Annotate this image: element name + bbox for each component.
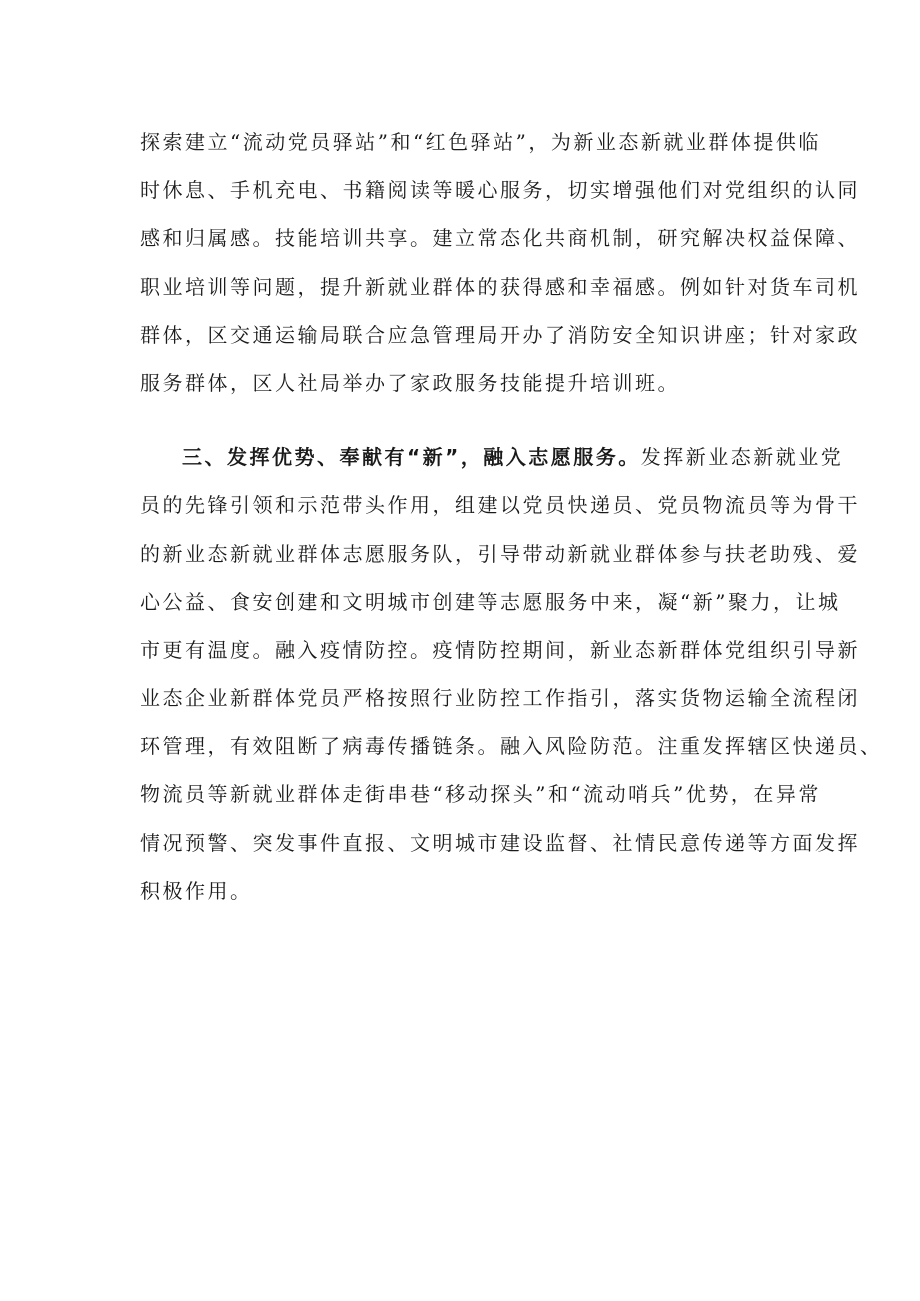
paragraph-line: 情况预警、突发事件直报、文明城市建设监督、社情民意传递等方面发挥	[140, 830, 860, 855]
paragraph-line: 环管理，有效阻断了病毒传播链条。融入风险防范。注重发挥辖区快递员、	[140, 734, 883, 759]
paragraph-line: 市更有温度。融入疫情防控。疫情防控期间，新业态新群体党组织引导新	[140, 637, 860, 662]
paragraph-line: 心公益、食安创建和文明城市创建等志愿服务中来，凝“新”聚力，让城	[140, 589, 841, 614]
paragraph-first-line	[140, 433, 844, 481]
paragraph-line: 群体，区交通运输局联合应急管理局开办了消防安全知识讲座；针对家政	[140, 322, 860, 347]
paragraph-line: 感和归属感。技能培训共享。建立常态化共商机制，研究解决权益保障、	[140, 226, 860, 251]
paragraph-line: 员的先锋引领和示范带头作用，组建以党员快递员、党员物流员等为骨干	[140, 493, 860, 518]
paragraph-line: 的新业态新就业群体志愿服务队，引导带动新就业群体参与扶老助残、爱	[140, 541, 860, 566]
paragraph-gap	[140, 407, 785, 433]
paragraph-1	[140, 118, 860, 407]
paragraph-line: 时休息、手机充电、书籍阅读等暖心服务，切实增强他们对党组织的认同	[140, 178, 860, 203]
paragraph-line: 物流员等新就业群体走街串巷“移动探头”和“流动哨兵”优势，在异常	[140, 782, 821, 807]
paragraph-line: 积极作用。	[140, 878, 253, 903]
document-page	[140, 118, 883, 915]
paragraph-line: 业态企业新群体党员严格按照行业防控工作指引，落实货物运输全流程闭	[140, 686, 860, 711]
heading-followup-text: 发挥新业态新就业党	[640, 445, 844, 470]
paragraph-line: 服务群体，区人社局举办了家政服务技能提升培训班。	[140, 370, 680, 395]
paragraph-line: 探索建立“流动党员驿站”和“红色驿站”，为新业态新就业群体提供临	[140, 130, 821, 154]
section-heading: 三、发挥优势、奉献有“新”，融入志愿服务。	[182, 445, 641, 470]
paragraph-line: 职业培训等问题，提升新就业群体的获得感和幸福感。例如针对货车司机	[140, 274, 860, 299]
paragraph-2	[140, 433, 883, 915]
